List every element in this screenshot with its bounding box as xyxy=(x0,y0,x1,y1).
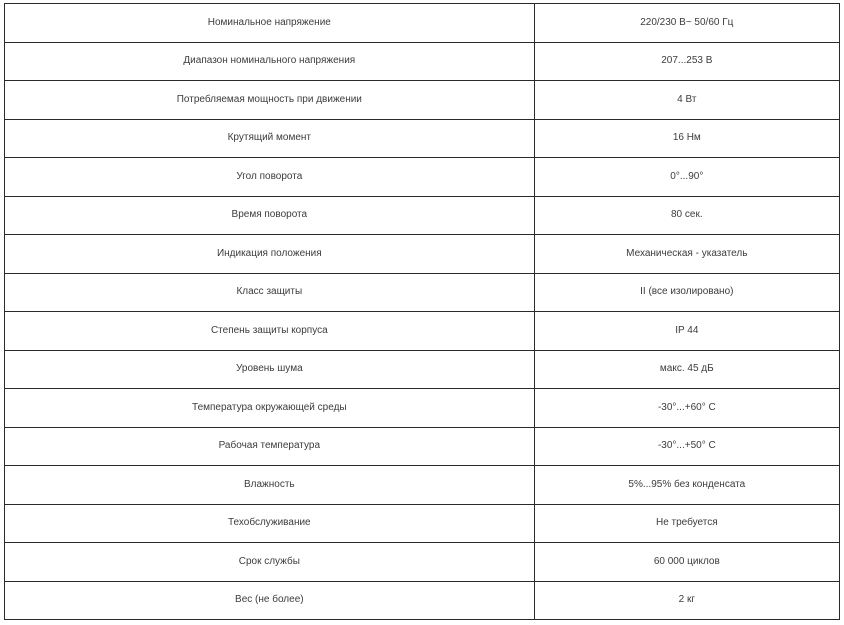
table-row xyxy=(5,119,840,158)
param-value-cell: 4 Вт xyxy=(534,81,839,120)
table-row xyxy=(5,466,840,505)
table-row xyxy=(5,42,840,81)
param-name-cell: Срок службы xyxy=(5,543,535,582)
table-row xyxy=(5,273,840,312)
param-name-cell: Рабочая температура xyxy=(5,427,535,466)
param-value-cell: 60 000 циклов xyxy=(534,543,839,582)
table-row xyxy=(5,4,840,43)
param-value-cell: 207...253 В xyxy=(534,42,839,81)
param-value-cell: 2 кг xyxy=(534,581,839,620)
param-value-cell: 220/230 В~ 50/60 Гц xyxy=(534,4,839,43)
param-name-cell: Номинальное напряжение xyxy=(5,4,535,43)
table-row xyxy=(5,235,840,274)
param-value-cell: 0°...90° xyxy=(534,158,839,197)
param-name-cell: Уровень шума xyxy=(5,350,535,389)
spec-table xyxy=(4,3,840,620)
table-row xyxy=(5,81,840,120)
param-value-cell: Механическая - указатель xyxy=(534,235,839,274)
table-row xyxy=(5,504,840,543)
table-row xyxy=(5,350,840,389)
param-name-cell: Степень защиты корпуса xyxy=(5,312,535,351)
param-value-cell: 16 Нм xyxy=(534,119,839,158)
param-name-cell: Потребляемая мощность при движении xyxy=(5,81,535,120)
table-row xyxy=(5,158,840,197)
param-value-cell: Не требуется xyxy=(534,504,839,543)
param-name-cell: Время поворота xyxy=(5,196,535,235)
param-name-cell: Индикация положения xyxy=(5,235,535,274)
param-value-cell: II (все изолировано) xyxy=(534,273,839,312)
table-row xyxy=(5,389,840,428)
table-row xyxy=(5,427,840,466)
table-row xyxy=(5,581,840,620)
spec-table-body xyxy=(5,4,840,620)
param-value-cell: макс. 45 дБ xyxy=(534,350,839,389)
param-value-cell: -30°...+50° С xyxy=(534,427,839,466)
param-name-cell: Класс защиты xyxy=(5,273,535,312)
table-row xyxy=(5,196,840,235)
param-value-cell: 80 сек. xyxy=(534,196,839,235)
param-name-cell: Угол поворота xyxy=(5,158,535,197)
param-value-cell: -30°...+60° С xyxy=(534,389,839,428)
param-name-cell: Техобслуживание xyxy=(5,504,535,543)
param-name-cell: Диапазон номинального напряжения xyxy=(5,42,535,81)
param-name-cell: Температура окружающей среды xyxy=(5,389,535,428)
param-name-cell: Вес (не более) xyxy=(5,581,535,620)
table-row xyxy=(5,543,840,582)
param-value-cell: IP 44 xyxy=(534,312,839,351)
table-row xyxy=(5,312,840,351)
param-name-cell: Крутящий момент xyxy=(5,119,535,158)
param-value-cell: 5%...95% без конденсата xyxy=(534,466,839,505)
param-name-cell: Влажность xyxy=(5,466,535,505)
